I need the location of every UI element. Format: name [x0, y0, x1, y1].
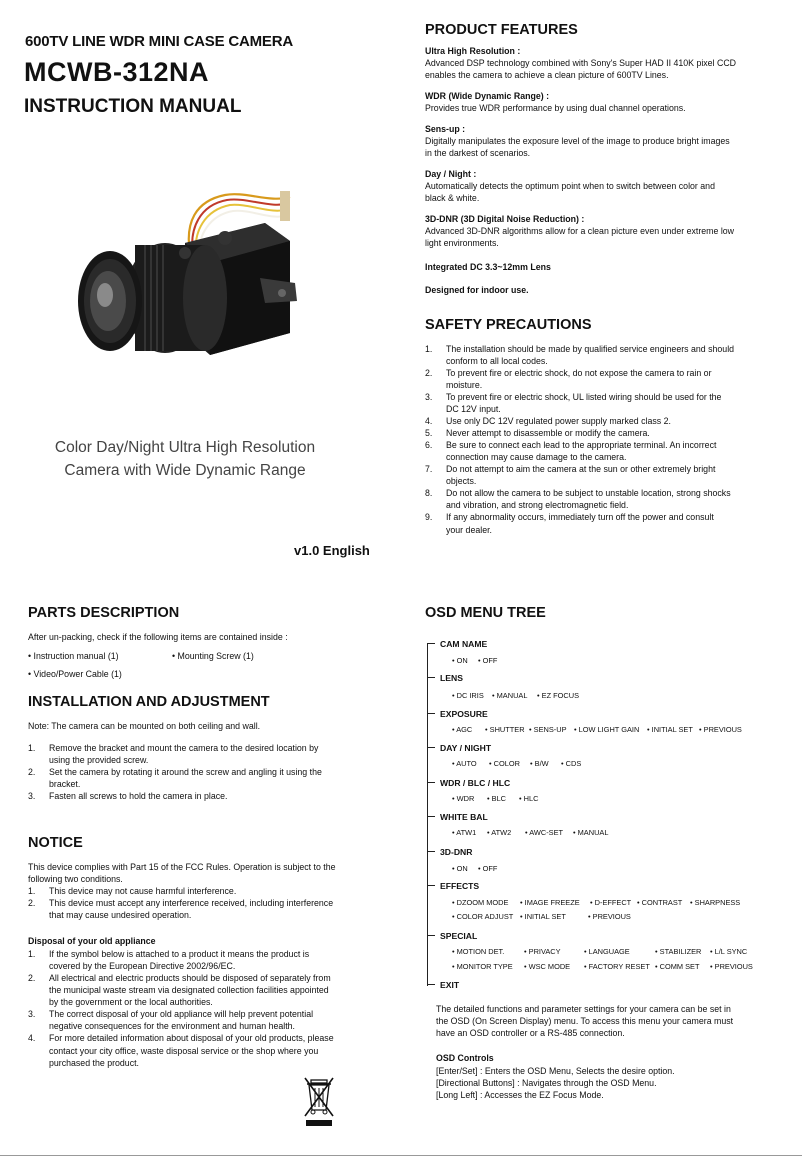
menu-option: • INITIAL SET	[520, 912, 566, 921]
menu-option: • DC IRIS	[452, 691, 484, 700]
feature-item	[425, 168, 775, 204]
list-item: 5. Never attempt to disassemble or modify the camera.	[425, 428, 650, 438]
feature-desc: Provides true WDR performance by using dual channel operations.	[425, 103, 686, 113]
menu-option: • ATW2	[487, 828, 512, 837]
disposal-list	[28, 948, 373, 1069]
menu-option: • MANUAL	[492, 691, 528, 700]
menu-option: • D-EFFECT	[590, 898, 632, 907]
page-bottom-rule	[0, 1155, 802, 1156]
feature-lens: Integrated DC 3.3~12mm Lens	[425, 262, 551, 272]
list-item: 2. To prevent fire or electric shock, do not expose the camera to rain or moisture.	[425, 368, 712, 390]
list-item: 2. All electrical and electric products should be disposed of separately from the municipal waste stream via designated collection facilities appointed by the government or the local authorities.	[28, 973, 331, 1007]
parts-item: • Mounting Screw (1)	[172, 651, 254, 661]
menu-option: • HLC	[519, 794, 539, 803]
feature-desc: in the darkest of scenarios.	[425, 148, 531, 158]
menu-option: • COLOR	[489, 759, 520, 768]
list-item: 4. Use only DC 12V regulated power supply marked class 2.	[425, 416, 671, 426]
feature-desc: Automatically detects the optimum point when to switch between color and	[425, 181, 715, 191]
install-list	[28, 742, 368, 802]
list-item: 3. The correct disposal of your old appliance will help prevent potential negative consequences for the environment and human health.	[28, 1009, 314, 1031]
menu-option: • AWC-SET	[525, 828, 564, 837]
feature-indoor: Designed for indoor use.	[425, 285, 529, 295]
menu-option: • SENS-UP	[529, 725, 567, 734]
notice-intro: This device complies with Part 15 of the FCC Rules. Operation is subject to the following two conditions.	[28, 862, 336, 884]
install-note: Note: The camera can be mounted on both ceiling and wall.	[28, 721, 261, 731]
feature-title: Ultra High Resolution :	[425, 46, 521, 56]
osd-control-item: [Long Left] : Accesses the EZ Focus Mode.	[436, 1090, 604, 1100]
parts-item: • Instruction manual (1)	[28, 651, 119, 661]
list-item: 2. Set the camera by rotating it around the screw and angling it using the bracket.	[28, 767, 322, 789]
feature-title: WDR (Wide Dynamic Range) :	[425, 91, 550, 101]
feature-item	[425, 123, 775, 159]
feature-desc: Digitally manipulates the exposure level of the image to produce bright images	[425, 136, 730, 146]
list-item: 6. Be sure to connect each lead to the appropriate terminal. An incorrect connection may cause damage to the camera.	[425, 440, 717, 462]
safety-heading: SAFETY PRECAUTIONS	[425, 317, 592, 333]
menu-option: • CONTRAST	[637, 898, 683, 907]
list-item: 1. If the symbol below is attached to a product it means the product is covered by the European Directive 2002/96/EC.	[28, 949, 310, 971]
menu-option: • PRIVACY	[524, 947, 561, 956]
list-item: 1. This device may not cause harmful interference.	[28, 886, 237, 896]
features-heading: PRODUCT FEATURES	[425, 22, 578, 38]
install-heading: INSTALLATION AND ADJUSTMENT	[28, 694, 270, 710]
notice-list	[28, 885, 373, 921]
menu-option: • MANUAL	[573, 828, 609, 837]
osd-description: The detailed functions and parameter settings for your camera can be set in the OSD (On Screen Display) menu. To access this menu your camera must have an OSD controller or a RS-485 connection.	[436, 1004, 734, 1038]
menu-option: • L/L SYNC	[710, 947, 748, 956]
weee-bin-icon	[302, 1076, 336, 1128]
menu-option: • BLC	[487, 794, 507, 803]
menu-option: • FACTORY RESET	[584, 962, 650, 971]
subtitle-line-1: Color Day/Night Ultra High Resolution	[54, 439, 316, 456]
feature-item	[425, 90, 775, 114]
menu-option: • MONITOR TYPE	[452, 962, 513, 971]
features-list	[425, 45, 775, 296]
menu-option: • SHUTTER	[485, 725, 525, 734]
safety-list	[425, 343, 775, 536]
list-item: 3. To prevent fire or electric shock, UL listed wiring should be used for the DC 12V input.	[425, 392, 722, 414]
osd-control-item: [Directional Buttons] : Navigates through the OSD Menu.	[436, 1078, 657, 1088]
product-tagline: 600TV LINE WDR MINI CASE CAMERA	[25, 33, 293, 50]
menu-option: • PREVIOUS	[710, 962, 753, 971]
feature-desc: Advanced 3D-DNR algorithms allow for a clean picture even under extreme low	[425, 226, 735, 236]
menu-option: • AUTO	[452, 759, 477, 768]
osd-controls-heading: OSD Controls	[436, 1053, 494, 1063]
menu-option: • WDR	[452, 794, 475, 803]
menu-option: • INITIAL SET	[647, 725, 693, 734]
menu-option: • IMAGE FREEZE	[520, 898, 580, 907]
osd-controls-list	[436, 1065, 776, 1101]
feature-desc: enables the camera to achieve a clean picture of 600TV Lines.	[425, 70, 669, 80]
list-item: 1. The installation should be made by qualified service engineers and should conform to all local codes.	[425, 344, 735, 366]
list-item: 8. Do not allow the camera to be subject to unstable location, strong shocks and vibration, and strong electromagnetic field.	[425, 488, 731, 510]
menu-option: • PREVIOUS	[588, 912, 631, 921]
menu-option: • B/W	[530, 759, 549, 768]
menu-option: • COMM SET	[655, 962, 700, 971]
menu-option: • WSC MODE	[524, 962, 571, 971]
manual-title: INSTRUCTION MANUAL	[24, 96, 242, 117]
feature-desc: Advanced DSP technology combined with Sony's Super HAD II 410K pixel CCD	[425, 58, 737, 68]
menu-option: • SHARPNESS	[690, 898, 741, 907]
menu-option: • CDS	[561, 759, 582, 768]
feature-item	[425, 213, 775, 249]
menu-option: • ATW1	[452, 828, 477, 837]
list-item: 3. Fasten all screws to hold the camera in place.	[28, 791, 228, 801]
subtitle-line-2: Camera with Wide Dynamic Range	[64, 462, 306, 479]
feature-desc: black & white.	[425, 193, 480, 203]
menu-option: • MOTION DET.	[452, 947, 505, 956]
feature-desc: light environments.	[425, 238, 499, 248]
menu-option: • LOW LIGHT GAIN	[574, 725, 640, 734]
list-item: 1. Remove the bracket and mount the camera to the desired location by using the provided screw.	[28, 743, 319, 765]
parts-intro: After un-packing, check if the following items are contained inside :	[28, 632, 288, 642]
parts-heading: PARTS DESCRIPTION	[28, 605, 180, 621]
disposal-heading: Disposal of your old appliance	[28, 936, 156, 946]
list-item: 2. This device must accept any interference received, including interference that may cause undesired operation.	[28, 898, 334, 920]
menu-option: • OFF	[478, 864, 498, 873]
version-label: v1.0 English	[294, 543, 370, 558]
menu-option: • EZ FOCUS	[537, 691, 580, 700]
camera-image	[75, 183, 305, 373]
menu-option: • STABILIZER	[655, 947, 702, 956]
feature-title: Sens-up :	[425, 124, 466, 134]
menu-option: • DZOOM MODE	[452, 898, 509, 907]
feature-item	[425, 45, 775, 81]
menu-option: • LANGUAGE	[584, 947, 630, 956]
menu-option: • PREVIOUS	[699, 725, 742, 734]
menu-option: • ON	[452, 656, 468, 665]
list-item: 9. If any abnormality occurs, immediately turn off the power and consult your dealer.	[425, 512, 714, 535]
menu-option: • ON	[452, 864, 468, 873]
feature-title: Day / Night :	[425, 169, 477, 179]
menu-option: • OFF	[478, 656, 498, 665]
parts-item: • Video/Power Cable (1)	[28, 669, 122, 679]
cover-subtitle	[30, 436, 340, 482]
menu-option: • COLOR ADJUST	[452, 912, 514, 921]
feature-title: 3D-DNR (3D Digital Noise Reduction) :	[425, 214, 585, 224]
osd-control-item: [Enter/Set] : Enters the OSD Menu, Selects the desire option.	[436, 1066, 675, 1076]
menu-option: • AGC	[452, 725, 473, 734]
list-item: 4. For more detailed information about disposal of your old products, please contact your city office, waste disposal service or the shop where you purchased the product.	[28, 1033, 334, 1068]
model-name: MCWB-312NA	[24, 57, 210, 87]
list-item: 7. Do not attempt to aim the camera at the sun or other extremely bright objects.	[425, 464, 716, 486]
osd-heading: OSD MENU TREE	[425, 605, 546, 621]
notice-heading: NOTICE	[28, 835, 83, 851]
